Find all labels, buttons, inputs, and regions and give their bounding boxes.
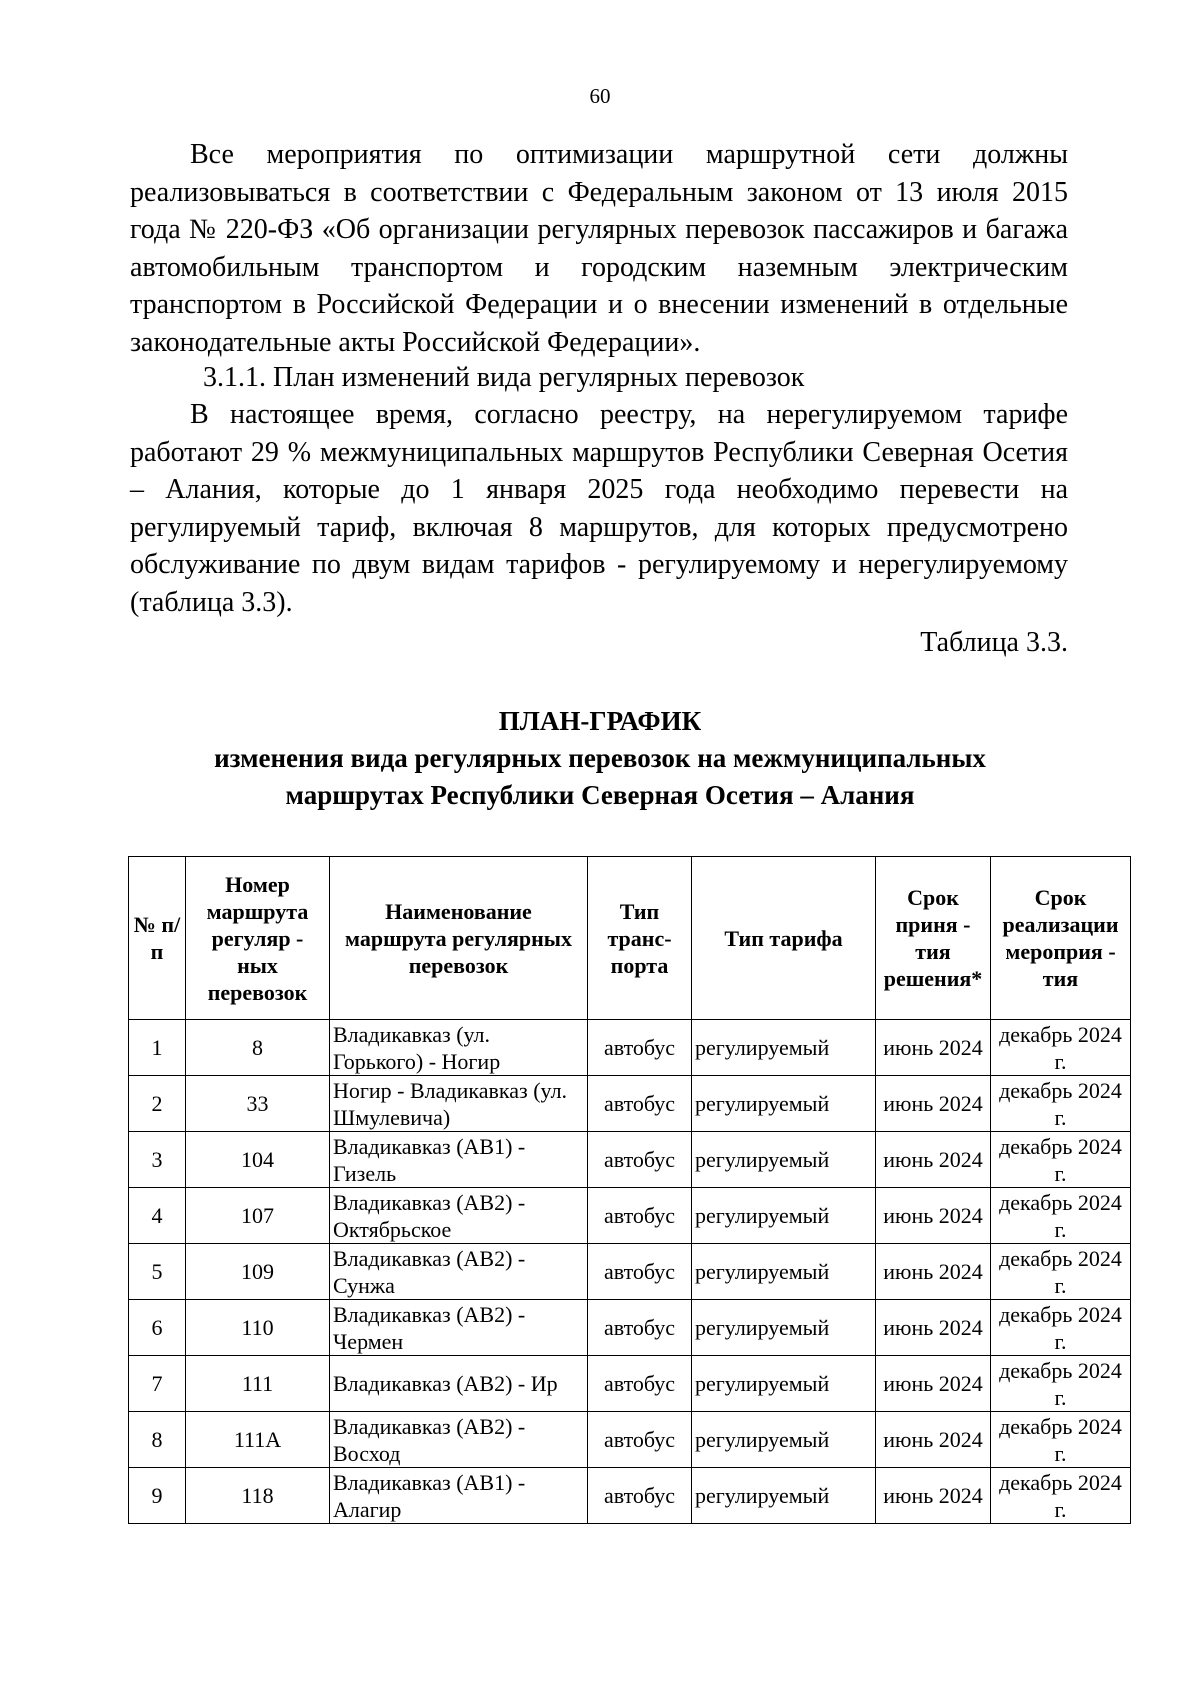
cell-route-name: Владикавказ (АВ2) - Октябрьское (330, 1188, 588, 1244)
plan-title-line-3: маршрутах Республики Северная Осетия – Алания (285, 780, 915, 810)
plan-title-line-2: изменения вида регулярных перевозок на межмуниципальных (214, 743, 986, 773)
plan-title-line-1: ПЛАН-ГРАФИК (498, 706, 702, 736)
page-number: 60 (589, 84, 611, 108)
cell-tariff-type: регулируемый (692, 1412, 876, 1468)
header-route-name: Наименование маршрута регулярных перевозок (330, 857, 588, 1020)
cell-route-number: 107 (186, 1188, 330, 1244)
cell-transport-type: автобус (588, 1132, 692, 1188)
cell-num: 5 (129, 1244, 186, 1300)
cell-implementation-date: декабрь 2024 г. (991, 1244, 1131, 1300)
cell-decision-date: июнь 2024 (876, 1244, 991, 1300)
table-row (129, 1020, 1131, 1076)
cell-route-name: Владикавказ (АВ2) - Чермен (330, 1300, 588, 1356)
cell-route-number: 8 (186, 1020, 330, 1076)
table-row (129, 1132, 1131, 1188)
table-header-row (129, 857, 1131, 1020)
header-route-number: Номер маршрута регуляр - ных перевозок (186, 857, 330, 1020)
table-row (129, 1468, 1131, 1524)
table-row (129, 1300, 1131, 1356)
cell-route-name: Владикавказ (АВ1) - Гизель (330, 1132, 588, 1188)
cell-tariff-type: регулируемый (692, 1188, 876, 1244)
cell-route-name: Владикавказ (АВ2) - Восход (330, 1412, 588, 1468)
cell-route-number: 111 (186, 1356, 330, 1412)
cell-implementation-date: декабрь 2024 г. (991, 1356, 1131, 1412)
cell-transport-type: автобус (588, 1468, 692, 1524)
cell-num: 1 (129, 1020, 186, 1076)
section-heading: 3.1.1. План изменений вида регулярных перевозок (203, 362, 805, 393)
cell-tariff-type: регулируемый (692, 1244, 876, 1300)
cell-transport-type: автобус (588, 1300, 692, 1356)
cell-decision-date: июнь 2024 (876, 1076, 991, 1132)
cell-tariff-type: регулируемый (692, 1076, 876, 1132)
cell-implementation-date: декабрь 2024 г. (991, 1188, 1131, 1244)
cell-implementation-date: декабрь 2024 г. (991, 1468, 1131, 1524)
table-row (129, 1244, 1131, 1300)
cell-decision-date: июнь 2024 (876, 1188, 991, 1244)
cell-tariff-type: регулируемый (692, 1300, 876, 1356)
tariff-paragraph: В настоящее время, согласно реестру, на нерегулируемом тарифе работают 29 % межмуниципальных маршрутов Республики Северная Осетия – Алания, которые до 1 января 2025 года необходимо перевести на регулируемый тариф, включая 8 маршрутов, для которых предусмотрено обслуживание по двум видам тарифов - регулируемому и нерегулируемому (таблица 3.3). (130, 399, 1068, 618)
cell-route-number: 118 (186, 1468, 330, 1524)
cell-transport-type: автобус (588, 1244, 692, 1300)
cell-num: 7 (129, 1356, 186, 1412)
plan-title (0, 703, 1200, 814)
cell-route-name: Владикавказ (АВ2) - Ир (330, 1356, 588, 1412)
cell-route-name: Владикавказ (ул. Горького) - Ногир (330, 1020, 588, 1076)
cell-implementation-date: декабрь 2024 г. (991, 1076, 1131, 1132)
cell-tariff-type: регулируемый (692, 1356, 876, 1412)
cell-route-number: 109 (186, 1244, 330, 1300)
cell-route-number: 111А (186, 1412, 330, 1468)
cell-transport-type: автобус (588, 1188, 692, 1244)
intro-paragraph: Все мероприятия по оптимизации маршрутной сети должны реализовываться в соответствии с Федеральным законом от 13 июля 2015 года № 220-ФЗ «Об организации регулярных перевозок пассажиров и багажа автомобильным транспортом и городским наземным электрическим транспортом в Российской Федерации и о внесении изменений в отдельные законодательные акты Российской Федерации». (130, 139, 1068, 358)
cell-tariff-type: регулируемый (692, 1132, 876, 1188)
table-row (129, 1412, 1131, 1468)
cell-num: 8 (129, 1412, 186, 1468)
cell-transport-type: автобус (588, 1412, 692, 1468)
header-tariff-type: Тип тарифа (692, 857, 876, 1020)
cell-route-name: Владикавказ (АВ1) - Алагир (330, 1468, 588, 1524)
cell-decision-date: июнь 2024 (876, 1468, 991, 1524)
cell-num: 3 (129, 1132, 186, 1188)
header-transport-type: Тип транс- порта (588, 857, 692, 1020)
cell-num: 6 (129, 1300, 186, 1356)
cell-transport-type: автобус (588, 1356, 692, 1412)
cell-implementation-date: декабрь 2024 г. (991, 1412, 1131, 1468)
cell-route-number: 33 (186, 1076, 330, 1132)
cell-num: 4 (129, 1188, 186, 1244)
table-body (129, 1020, 1131, 1524)
cell-transport-type: автобус (588, 1076, 692, 1132)
cell-implementation-date: декабрь 2024 г. (991, 1132, 1131, 1188)
cell-implementation-date: декабрь 2024 г. (991, 1020, 1131, 1076)
table-row (129, 1356, 1131, 1412)
cell-num: 2 (129, 1076, 186, 1132)
plan-table (128, 856, 1131, 1524)
cell-route-name: Владикавказ (АВ2) - Сунжа (330, 1244, 588, 1300)
cell-decision-date: июнь 2024 (876, 1132, 991, 1188)
cell-decision-date: июнь 2024 (876, 1300, 991, 1356)
cell-decision-date: июнь 2024 (876, 1020, 991, 1076)
header-decision-date: Срок приня - тия решения* (876, 857, 991, 1020)
cell-transport-type: автобус (588, 1020, 692, 1076)
table-row (129, 1188, 1131, 1244)
cell-num: 9 (129, 1468, 186, 1524)
cell-decision-date: июнь 2024 (876, 1356, 991, 1412)
intro-paragraph-block (130, 136, 1068, 361)
cell-route-name: Ногир - Владикавказ (ул. Шмулевича) (330, 1076, 588, 1132)
header-implementation-date: Срок реализации мероприя - тия (991, 857, 1131, 1020)
cell-route-number: 110 (186, 1300, 330, 1356)
cell-decision-date: июнь 2024 (876, 1412, 991, 1468)
table-label: Таблица 3.3. (920, 627, 1068, 658)
header-num: № п/п (129, 857, 186, 1020)
cell-route-number: 104 (186, 1132, 330, 1188)
cell-tariff-type: регулируемый (692, 1468, 876, 1524)
cell-tariff-type: регулируемый (692, 1020, 876, 1076)
cell-implementation-date: декабрь 2024 г. (991, 1300, 1131, 1356)
tariff-paragraph-block (130, 396, 1068, 621)
table-row (129, 1076, 1131, 1132)
